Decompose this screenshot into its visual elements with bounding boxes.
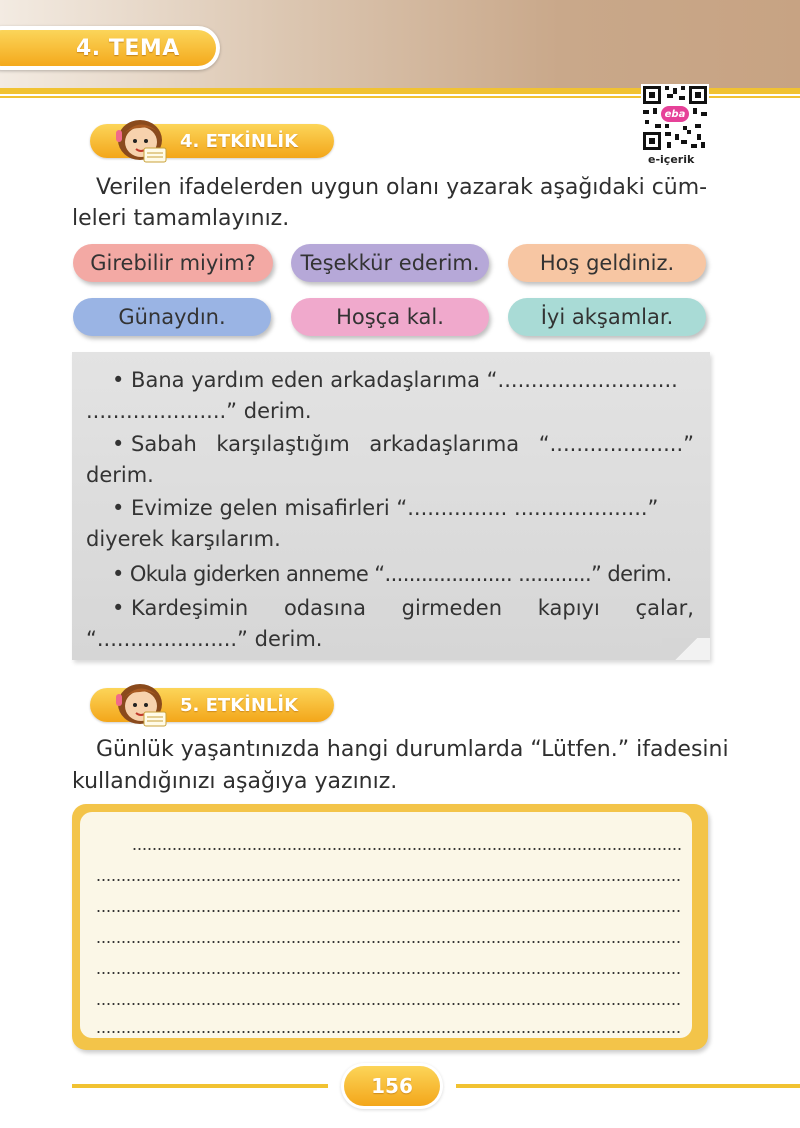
phrase-card: İyi akşamlar. [508, 298, 706, 336]
phrase-card: Hoş geldiniz. [508, 244, 706, 282]
mascot-girl-icon [110, 674, 170, 730]
sentence-4: • Okula giderken anneme “..................... ............” derim. [112, 562, 672, 586]
sentence-1-line-1: • Bana yardım eden arkadaşlarıma “........................... [112, 368, 678, 392]
activity-5-instruction-line-1: Günlük yaşantınızda hangi durumlarda “Lütfen.” ifadesini [96, 737, 729, 762]
mascot-girl-icon [110, 110, 170, 166]
activity-4-header [50, 120, 350, 160]
writing-line[interactable] [96, 1031, 682, 1033]
phrase-card: Hoşça kal. [291, 298, 489, 336]
writing-line[interactable] [96, 972, 682, 974]
activity-4-instruction-line-2: leleri tamamlayınız. [72, 206, 290, 231]
activity-4-title: 4. ETKİNLİK [90, 124, 334, 158]
theme-title: 4. TEMA [0, 30, 216, 66]
writing-line[interactable] [96, 910, 682, 912]
writing-line[interactable] [132, 848, 682, 850]
sentence-word: karşılaştığım [216, 432, 350, 456]
sentence-word: • Kardeşimin [112, 596, 249, 620]
sentence-word: arkadaşlarıma [369, 432, 520, 456]
eba-badge: eba [661, 106, 689, 122]
sentence-word: girmeden [401, 596, 503, 620]
writing-line[interactable] [96, 879, 682, 881]
footer-line-left [72, 1084, 328, 1088]
sentence-word: • Sabah [112, 432, 197, 456]
sentence-3-line-1: • Evimize gelen misafirleri “............... ....................” [112, 496, 659, 520]
sentence-word: odasına [283, 596, 366, 620]
sentence-blank[interactable]: “....................” [538, 432, 694, 456]
writing-line[interactable] [96, 941, 682, 943]
writing-area[interactable] [80, 812, 692, 1038]
phrase-card: Teşekkür ederim. [291, 244, 489, 282]
sentence-5-line-1 [112, 592, 694, 624]
activity-5-title: 5. ETKİNLİK [90, 688, 334, 722]
qr-code-icon[interactable] [641, 84, 709, 152]
page-number: 156 [344, 1066, 440, 1106]
theme-label [0, 26, 220, 70]
sentence-2-line-1 [112, 428, 694, 460]
activity-4-instruction-line-1: Verilen ifadelerden uygun olanı yazarak aşağıdaki cüm- [96, 175, 708, 200]
phrase-card: Günaydın. [73, 298, 271, 336]
sentence-word: kapıyı [537, 596, 600, 620]
footer-line-right [456, 1084, 800, 1088]
sentence-word: çalar, [635, 596, 694, 620]
sentence-2-line-2: derim. [86, 463, 154, 487]
qr-caption: e-içerik [648, 153, 695, 166]
writing-box [72, 804, 708, 1050]
sentence-3-line-2: diyerek karşılarım. [86, 527, 281, 551]
sentence-1-line-2: .....................” derim. [86, 399, 312, 423]
activity-5-instruction-line-2: kullandığınızı aşağıya yazınız. [72, 769, 398, 794]
activity-5-header [50, 684, 350, 724]
sentence-5-line-2: “.....................” derim. [86, 627, 323, 651]
writing-line[interactable] [96, 1003, 682, 1005]
page-curl-corner [662, 638, 710, 660]
phrase-card: Girebilir miyim? [73, 244, 273, 282]
